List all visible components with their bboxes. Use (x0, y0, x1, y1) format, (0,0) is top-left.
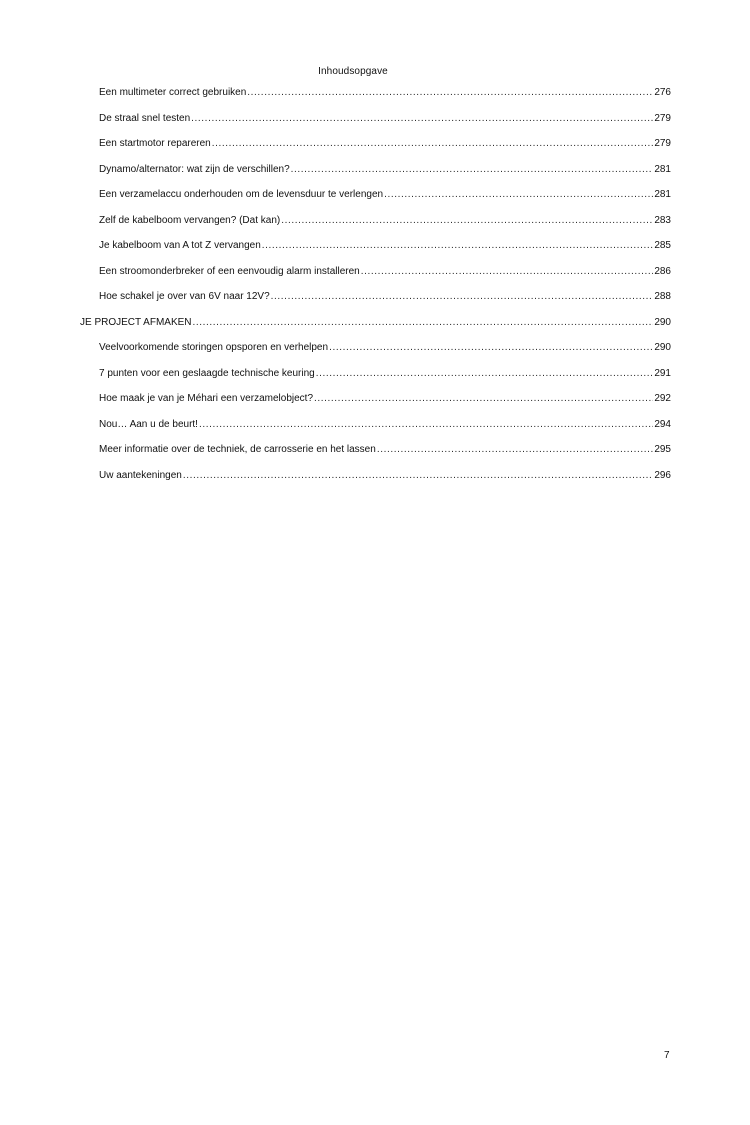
toc-entry-page: 294 (654, 418, 671, 430)
toc-entry-label: Hoe schakel je over van 6V naar 12V? (99, 291, 270, 302)
toc-entry-label: Veelvoorkomende storingen opsporen en verhelpen (99, 342, 329, 353)
toc-entry-page: 276 (654, 87, 671, 98)
toc-entry-page: 279 (654, 112, 671, 124)
toc-entry[interactable] (99, 188, 671, 202)
toc-chapter-entry[interactable] (80, 316, 671, 330)
toc-dot-leader (291, 163, 654, 177)
toc-dot-leader (271, 290, 654, 304)
toc-dot-leader (384, 188, 653, 202)
toc-entry[interactable] (99, 137, 671, 151)
toc-entry-label: Uw aantekeningen (99, 469, 182, 481)
toc-entry-label: Een multimeter correct gebruiken (99, 87, 247, 98)
toc-entry-label: JE PROJECT AFMAKEN (80, 316, 192, 328)
toc-dot-leader (329, 341, 653, 355)
toc-entry[interactable] (99, 469, 671, 483)
toc-entry-page: 296 (654, 469, 671, 481)
toc-entry[interactable] (99, 163, 671, 177)
toc-entry-label: Een verzamelaccu onderhouden om de levensduur te verlengen (99, 189, 384, 200)
toc-entry-page: 281 (654, 189, 671, 200)
toc-dot-leader (193, 316, 654, 330)
toc-entry-page: 279 (654, 138, 671, 149)
toc-entry-label: Nou… Aan u de beurt! (99, 418, 198, 430)
page-number: 7 (664, 1050, 670, 1061)
toc-entry-page: 285 (654, 240, 671, 251)
toc-entry-page: 295 (654, 444, 671, 455)
toc-entry-page: 288 (654, 291, 671, 302)
toc-dot-leader (316, 367, 654, 381)
toc-dot-leader (191, 112, 653, 126)
toc-entry-label: Hoe maak je van je Méhari een verzamelobject? (99, 393, 313, 404)
toc-entry-label: 7 punten voor een geslaagde technische keuring (99, 367, 315, 379)
toc-entry[interactable] (99, 367, 671, 381)
toc-entry[interactable] (99, 239, 671, 253)
toc-entry-label: Een stroomonderbreker of een eenvoudig alarm installeren (99, 265, 360, 277)
toc-dot-leader (377, 443, 654, 457)
toc-entry[interactable] (99, 341, 671, 355)
toc-entry-page: 283 (654, 214, 671, 226)
toc-entry-page: 292 (654, 393, 671, 404)
toc-entry[interactable] (99, 112, 671, 126)
toc-entry[interactable] (99, 214, 671, 228)
toc-entry[interactable] (99, 86, 671, 100)
toc-entry-label: Dynamo/alternator: wat zijn de verschillen? (99, 163, 290, 175)
toc-dot-leader (183, 469, 653, 483)
toc-entry-page: 286 (654, 265, 671, 277)
toc-entry-label: De straal snel testen (99, 112, 191, 124)
toc-dot-leader (281, 214, 653, 228)
toc-entry-page: 291 (654, 367, 671, 379)
toc-entry-label: Je kabelboom van A tot Z vervangen (99, 240, 261, 251)
toc-entry-label: Zelf de kabelboom vervangen? (Dat kan) (99, 214, 281, 226)
toc-entry[interactable] (99, 392, 671, 406)
toc-entry-page: 290 (654, 316, 671, 328)
toc-entry-page: 290 (654, 342, 671, 353)
toc-entry-label: Een startmotor repareren (99, 138, 211, 149)
toc-entry[interactable] (99, 443, 671, 457)
toc-dot-leader (199, 418, 653, 432)
toc-dot-leader (361, 265, 654, 279)
toc-entry[interactable] (99, 418, 671, 432)
toc-entry-label: Meer informatie over de techniek, de carrosserie en het lassen (99, 444, 376, 455)
toc-entry[interactable] (99, 290, 671, 304)
toc-entry-page: 281 (654, 163, 671, 175)
toc-dot-leader (262, 239, 654, 253)
toc-dot-leader (247, 86, 653, 100)
toc-dot-leader (212, 137, 654, 151)
toc-title: Inhoudsopgave (318, 66, 388, 77)
toc-entry[interactable] (99, 265, 671, 279)
toc-dot-leader (314, 392, 653, 406)
